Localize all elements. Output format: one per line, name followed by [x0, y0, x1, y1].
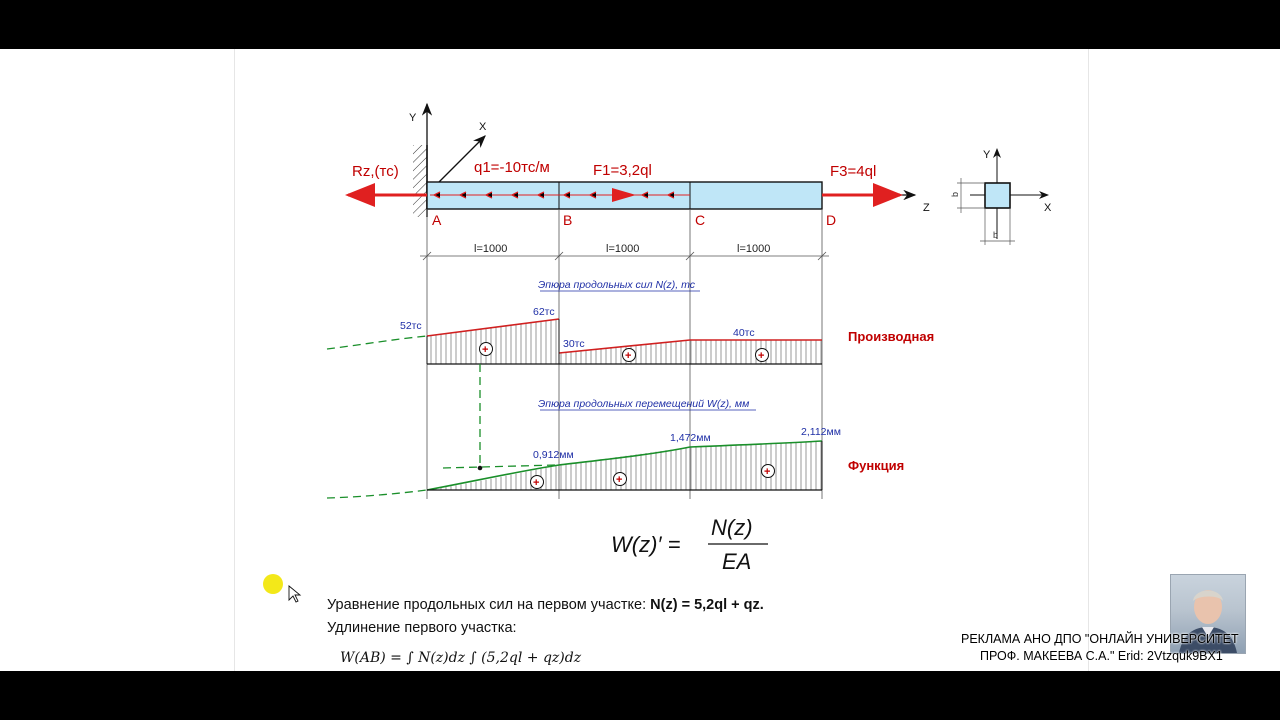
equation-formula: N(z) = 5,2ql + qz. [650, 597, 764, 613]
n-plus-3: + [758, 350, 765, 362]
w-plus-3: + [764, 466, 771, 478]
axis-y-label: Y [409, 112, 417, 124]
section-x-label: X [1044, 202, 1052, 214]
section-b-left: b [950, 191, 960, 197]
derivative-formula [611, 515, 768, 574]
cross-section [957, 149, 1048, 245]
point-a: A [432, 212, 442, 228]
section-y-label: Y [983, 149, 991, 161]
document-page [0, 49, 1280, 671]
n-plus-2: + [625, 350, 632, 362]
svg-text:W(z)′ =: W(z)′ = [611, 532, 681, 557]
n-label-40: 40тс [733, 327, 755, 339]
n-plus-signs [480, 343, 769, 362]
beam-diagram [0, 49, 1280, 671]
w-plus-signs [531, 465, 775, 489]
f3-label: F3=4ql [830, 163, 877, 180]
w-diagram [327, 441, 822, 498]
n-label-30: 30тс [563, 338, 585, 350]
w-label-0912: 0,912мм [533, 449, 574, 461]
n-label-62: 62тс [533, 306, 555, 318]
mouse-cursor-icon [289, 586, 300, 602]
n-plus-1: + [482, 344, 489, 356]
axis-z-label: Z [923, 202, 930, 214]
equation-prefix: Уравнение продольных сил на первом участке: [327, 597, 647, 613]
w-diagram-title: Эпюра продольных перемещений W(z), мм [538, 398, 750, 410]
video-letterbox-bottom [0, 671, 1280, 720]
derivative-label: Производная [848, 329, 935, 344]
text-line-equation [327, 597, 764, 613]
dim-label-cd: l=1000 [737, 243, 771, 255]
fixed-support [413, 145, 427, 217]
q-load-label: q1=-10тс/м [474, 159, 550, 176]
text-line-elongation: Удлинение первого участка: [327, 620, 517, 636]
dim-label-bc: l=1000 [606, 243, 640, 255]
n-label-52: 52тс [400, 320, 422, 332]
f1-label: F1=3,2ql [593, 162, 652, 179]
n-diagram-title: Эпюра продольных сил N(z), тс [538, 279, 696, 291]
text-line-integral: W(AB) = ∫ N(z)dz ∫ (5,2ql + qz)dz [340, 650, 582, 666]
dim-label-ab: l=1000 [474, 243, 508, 255]
ad-text-line-2: ПРОФ. МАКЕЕВА С.А." Erid: 2Vtzquk9BX1 [980, 649, 1223, 663]
ad-text-line-1: РЕКЛАМА АНО ДПО "ОНЛАЙН УНИВЕРСИТЕТ [961, 632, 1239, 646]
reaction-label: Rz,(тс) [352, 163, 399, 180]
section-b-bottom: b [993, 230, 999, 240]
w-label-1472: 1,472мм [670, 432, 711, 444]
cursor-highlight [263, 574, 283, 594]
svg-text:EA: EA [722, 549, 752, 574]
w-plus-2: + [616, 474, 623, 486]
w-label-2112: 2,112мм [801, 426, 841, 438]
w-plus-1: + [533, 477, 540, 489]
axis-x-label: X [479, 121, 487, 133]
video-letterbox-top [0, 0, 1280, 49]
function-label: Функция [848, 458, 905, 473]
svg-text:N(z): N(z) [711, 515, 753, 540]
point-c: C [695, 212, 706, 228]
point-d: D [826, 212, 837, 228]
point-b: B [563, 212, 573, 228]
